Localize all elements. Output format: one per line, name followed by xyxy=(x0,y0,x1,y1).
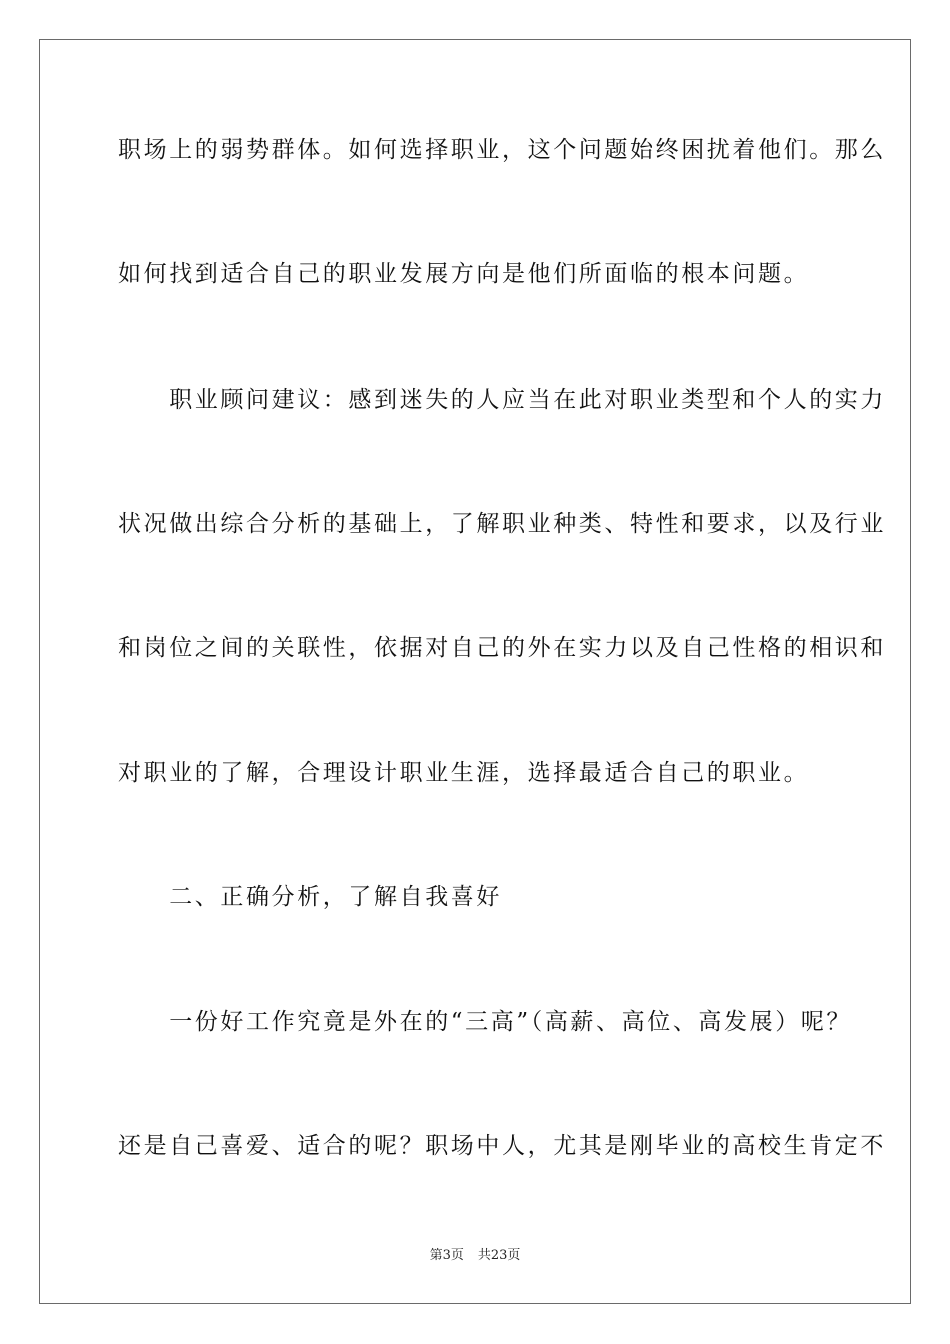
text-line: 对职业的了解，合理设计职业生涯，选择最适合自己的职业。 xyxy=(118,760,810,786)
text-line: 还是自己喜爱、适合的呢？职场中人，尤其是刚毕业的高校生肯定不 xyxy=(118,1133,886,1159)
page-border xyxy=(39,39,911,1304)
text-line: 职场上的弱势群体。如何选择职业，这个问题始终困扰着他们。那么 xyxy=(118,137,886,163)
text-line: 一份好工作究竟是外在的“三高”（高薪、高位、高发展）呢？ xyxy=(118,1009,853,1035)
page-footer xyxy=(0,1247,950,1265)
total-pages: 共23页 xyxy=(477,1248,521,1263)
text-line: 状况做出综合分析的基础上，了解职业种类、特性和要求，以及行业 xyxy=(118,511,886,537)
text-line: 职业顾问建议：感到迷失的人应当在此对职业类型和个人的实力 xyxy=(118,387,886,413)
text-line: 如何找到适合自己的职业发展方向是他们所面临的根本问题。 xyxy=(118,261,810,287)
section-heading: 二、正确分析，了解自我喜好 xyxy=(118,884,502,910)
page-number: 第3页 xyxy=(429,1248,464,1263)
text-line: 和岗位之间的关联性，依据对自己的外在实力以及自己性格的相识和 xyxy=(118,635,886,661)
